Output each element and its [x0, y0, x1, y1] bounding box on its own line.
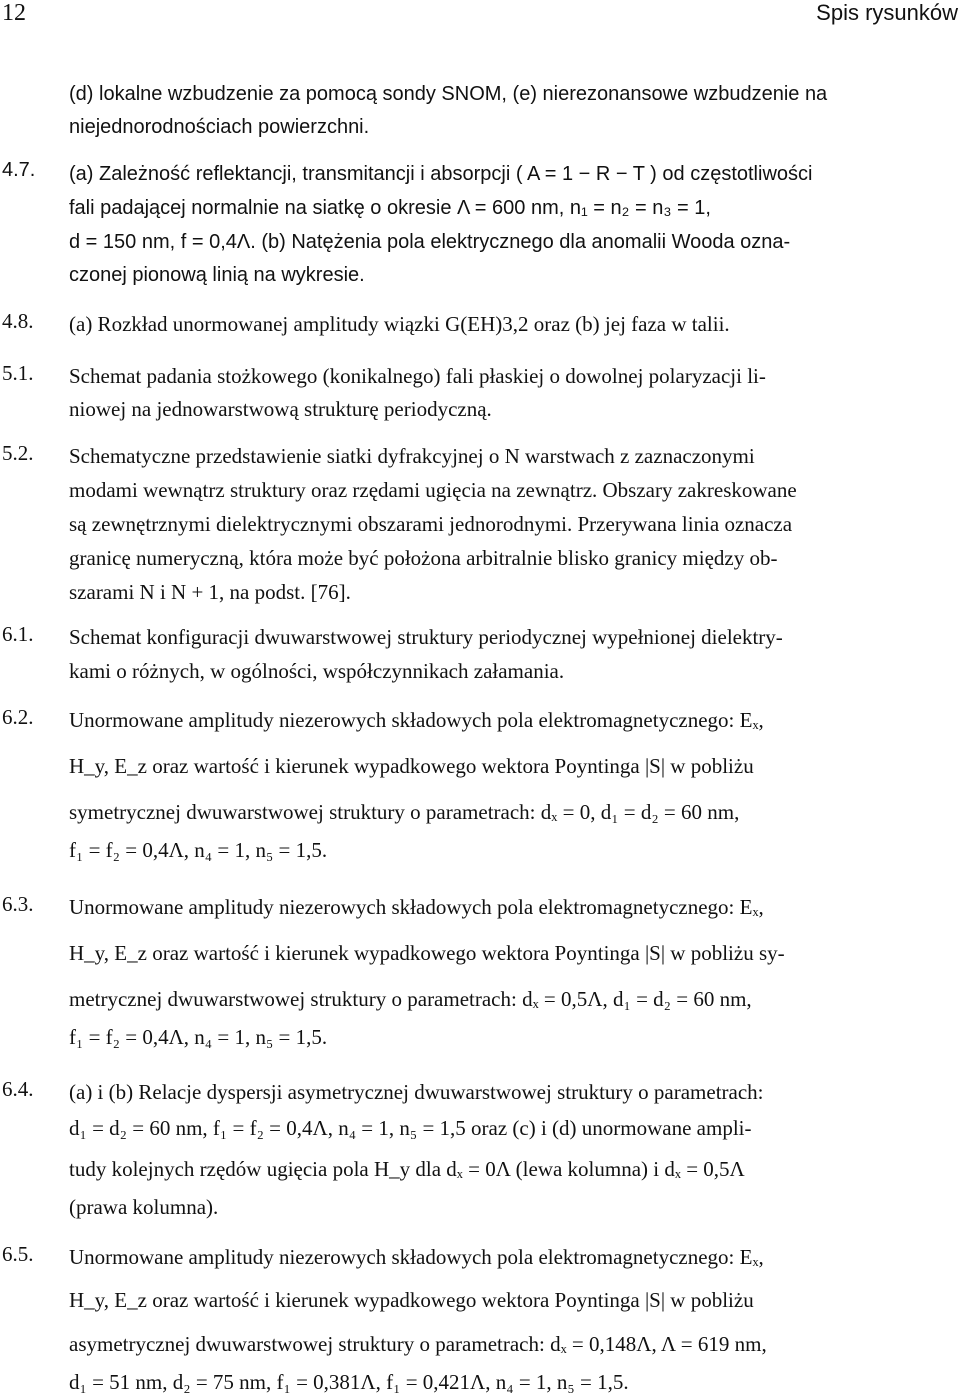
entry-line: czonej pionową linią na wykresie. [69, 264, 365, 286]
entry-number: 6.1. [2, 622, 34, 646]
entry-line: modami wewnątrz struktury oraz rzędami ugięcia na zewnątrz. Obszary zakreskowane [69, 478, 797, 502]
entry-number: 6.5. [2, 1242, 34, 1266]
entry-line: (a) Rozkład unormowanej amplitudy wiązki G(EH)3,2 oraz (b) jej faza w talii. [69, 312, 730, 336]
entry-line: (a) i (b) Relacje dyspersji asymetrycznej dwuwarstwowej struktury o parametrach: [69, 1080, 764, 1104]
entry-line: f₁ = f₂ = 0,4Λ, n₄ = 1, n₅ = 1,5. [69, 838, 328, 862]
entry-line: (a) Zależność reflektancji, transmitancji i absorpcji ( A = 1 − R − T ) od częstotliwości [69, 163, 813, 185]
entry-line: szarami N i N + 1, na podst. [76]. [69, 580, 351, 604]
entry-line: tudy kolejnych rzędów ugięcia pola H_y dla dₓ = 0Λ (lewa kolumna) i dₓ = 0,5Λ [69, 1157, 745, 1181]
entry-line: d = 150 nm, f = 0,4Λ. (b) Natężenia pola elektrycznego dla anomalii Wooda ozna- [69, 231, 791, 253]
entry-line: d₁ = d₂ = 60 nm, f₁ = f₂ = 0,4Λ, n₄ = 1, n₅ = 1,5 oraz (c) i (d) unormowane ampli- [69, 1116, 752, 1140]
entry-line: symetrycznej dwuwarstwowej struktury o parametrach: dₓ = 0, d₁ = d₂ = 60 nm, [69, 800, 740, 824]
entry-line: f₁ = f₂ = 0,4Λ, n₄ = 1, n₅ = 1,5. [69, 1025, 328, 1049]
section-title: Spis rysunków [816, 0, 958, 25]
entry-line: fali padającej normalnie na siatkę o okresie Λ = 600 nm, n₁ = n₂ = n₃ = 1, [69, 197, 711, 219]
entry-line: Unormowane amplitudy niezerowych składowych pola elektromagnetycznego: Eₓ, [69, 895, 764, 919]
entry-line: (d) lokalne wzbudzenie za pomocą sondy SNOM, (e) nierezonansowe wzbudzenie na [69, 83, 828, 105]
entry-line: Schemat konfiguracji dwuwarstwowej struktury periodycznej wypełnionej dielektry- [69, 625, 783, 649]
entry-line: niejednorodnościach powierzchni. [69, 116, 370, 138]
entry-number: 5.1. [2, 361, 34, 385]
entry-line: H_y, E_z oraz wartość i kierunek wypadkowego wektora Poyntinga |S| w pobliżu [69, 1288, 754, 1312]
entry-line: Unormowane amplitudy niezerowych składowych pola elektromagnetycznego: Eₓ, [69, 1245, 764, 1269]
entry-line: Unormowane amplitudy niezerowych składowych pola elektromagnetycznego: Eₓ, [69, 708, 764, 732]
entry-line: granicę numeryczną, która może być położona arbitralnie blisko granicy między ob- [69, 546, 778, 570]
entry-line: metrycznej dwuwarstwowej struktury o parametrach: dₓ = 0,5Λ, d₁ = d₂ = 60 nm, [69, 987, 752, 1011]
entry-line: są zewnętrznymi dielektrycznymi obszarami jednorodnymi. Przerywana linia oznacza [69, 512, 793, 536]
entry-line: H_y, E_z oraz wartość i kierunek wypadkowego wektora Poyntinga |S| w pobliżu [69, 754, 754, 778]
entry-line: Schematyczne przedstawienie siatki dyfrakcyjnej o N warstwach z zaznaczonymi [69, 444, 755, 468]
entry-line: asymetrycznej dwuwarstwowej struktury o parametrach: dₓ = 0,148Λ, Λ = 619 nm, [69, 1332, 767, 1356]
entry-number: 6.4. [2, 1077, 34, 1101]
entry-number: 5.2. [2, 441, 34, 465]
entry-number: 4.8. [2, 309, 34, 333]
page-number: 12 [2, 0, 26, 26]
entry-line: niowej na jednowarstwową strukturę periodyczną. [69, 397, 492, 421]
entry-line: (prawa kolumna). [69, 1195, 219, 1219]
entry-line: H_y, E_z oraz wartość i kierunek wypadkowego wektora Poyntinga |S| w pobliżu sy- [69, 941, 785, 965]
entry-number: 6.3. [2, 892, 34, 916]
entry-number: 6.2. [2, 705, 34, 729]
entry-line: d₁ = 51 nm, d₂ = 75 nm, f₁ = 0,381Λ, f₁ = 0,421Λ, n₄ = 1, n₅ = 1,5. [69, 1370, 629, 1394]
page-header [0, 0, 960, 30]
entry-line: Schemat padania stożkowego (konikalnego) fali płaskiej o dowolnej polaryzacji li- [69, 364, 766, 388]
entry-line: kami o różnych, w ogólności, współczynnikach załamania. [69, 659, 565, 683]
entry-number: 4.7. [2, 159, 36, 181]
